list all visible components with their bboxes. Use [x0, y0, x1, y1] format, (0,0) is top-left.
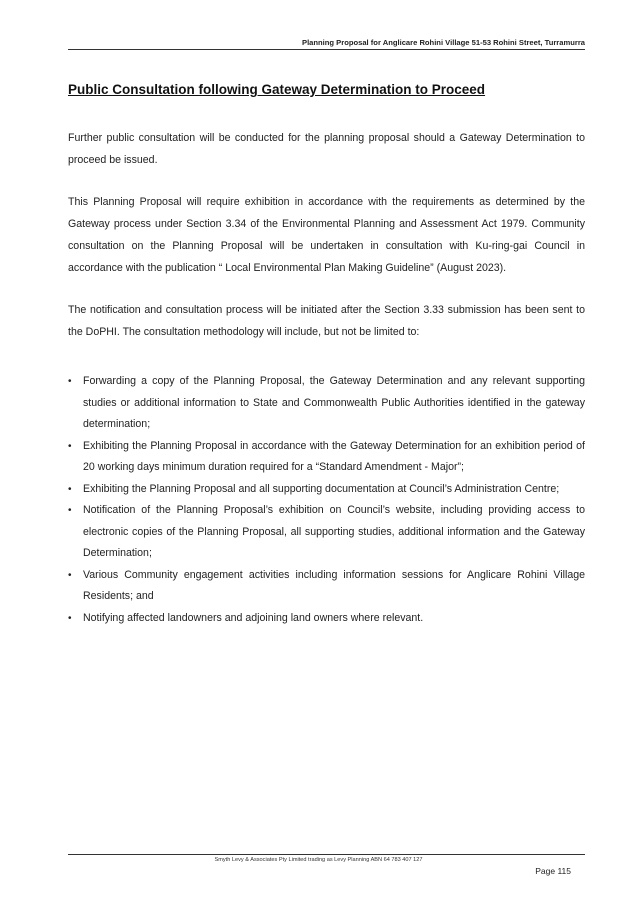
- bullet-icon: •: [68, 569, 72, 581]
- list-item: [68, 565, 585, 608]
- list-item-text: Notifying affected landowners and adjoining land owners where relevant.: [83, 611, 424, 624]
- paragraph-exhibition: This Planning Proposal will require exhibition in accordance with the requirements as determined by the Gateway process under Section 3.34 of the Environmental Planning and Assessment Act 1979. Community consultation on the Planning Proposal will be undertaken in consultation with Ku-ring-gai Council in accordance with the publication “ Local Environmental Plan Making Guideline” (August 2023).: [68, 196, 585, 274]
- page-number: Page 115: [535, 866, 571, 876]
- running-header: Planning Proposal for Anglicare Rohini Village 51-53 Rohini Street, Turramurra: [302, 38, 585, 47]
- bullet-icon: •: [68, 505, 72, 516]
- list-item: [68, 479, 585, 501]
- paragraph-intro: Further public consultation will be conducted for the planning proposal should a Gateway Determination to proceed be issued.: [68, 132, 585, 166]
- list-item: [68, 500, 585, 565]
- paragraph-methodology: The notification and consultation process will be initiated after the Section 3.33 submission has been sent to the DoPHI. The consultation methodology will include, but not be limited to:: [68, 304, 585, 338]
- bullet-icon: •: [68, 376, 72, 387]
- bullet-icon: •: [68, 483, 72, 495]
- footer-company-line: Smyth Levy & Associates Pty Limited trading as Levy Planning ABN 64 783 407 127: [214, 857, 423, 863]
- bullet-icon: •: [68, 612, 72, 624]
- consultation-methods-list: [68, 371, 585, 629]
- list-item-text: Exhibiting the Planning Proposal and all supporting documentation at Council’s Administration Centre;: [83, 482, 560, 495]
- list-item-text: Exhibiting the Planning Proposal in accordance with the Gateway Determination for an exhibition period of 20 working days minimum duration required for a “Standard Amendment - Major”;: [83, 439, 585, 473]
- page-body: [68, 82, 585, 629]
- list-item-text: Various Community engagement activities including information sessions for Anglicare Rohini Village Residents; and: [83, 568, 585, 602]
- list-item-text: Forwarding a copy of the Planning Proposal, the Gateway Determination and any relevant supporting studies or additional information to State and Commonwealth Public Authorities identified in the gateway determination;: [83, 375, 585, 430]
- bullet-icon: •: [68, 440, 72, 452]
- header-divider: [68, 49, 585, 50]
- list-item-text: Notification of the Planning Proposal’s exhibition on Council’s website, including providing access to electronic copies of the Planning Proposal, all supporting studies, additional information and the Gateway Determination;: [83, 504, 585, 559]
- footer-divider: [68, 854, 585, 855]
- list-item: [68, 371, 585, 436]
- list-item: [68, 436, 585, 479]
- section-title: Public Consultation following Gateway Determination to Proceed: [68, 82, 486, 97]
- list-item: [68, 608, 585, 630]
